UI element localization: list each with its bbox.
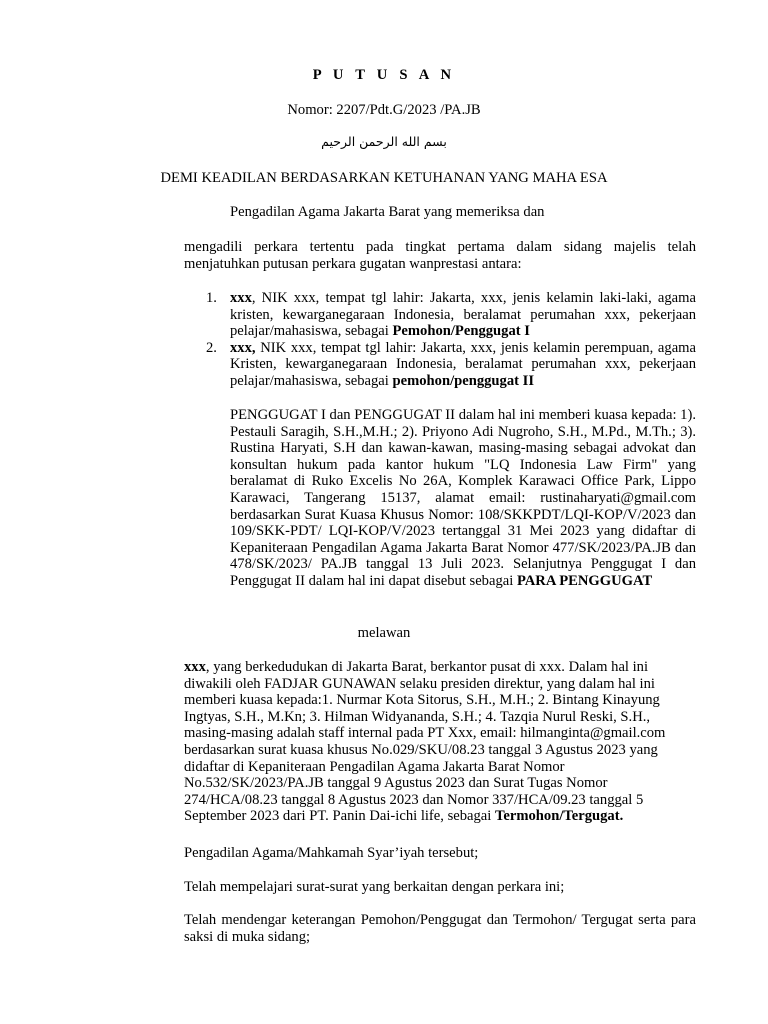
document-title: P U T U S A N [312, 67, 456, 83]
party-role: pemohon/penggugat II [392, 372, 535, 389]
intro-paragraph: Pengadilan Agama Jakarta Barat yang memeriksa dan [230, 204, 545, 220]
melawan-label: melawan [357, 625, 411, 641]
case-number: Nomor: 2207/Pdt.G/2023 /PA.JB [287, 102, 481, 118]
mengadili-paragraph: mengadili perkara tertentu pada tingkat pertama dalam sidang majelis telah menjatuhkan putusan perkara gugatan wanprestasi antara: [184, 239, 696, 272]
party-role: Pemohon/Penggugat I [392, 323, 530, 340]
termohon-role: Termohon/Tergugat. [494, 808, 624, 825]
kuasa-bold: PARA PENGGUGAT [516, 572, 653, 589]
justice-heading: DEMI KEADILAN BERDASARKAN KETUHANAN YANG MAHA ESA [160, 170, 608, 186]
termohon-details: , yang berkedudukan di Jakarta Barat, berkantor pusat di xxx. Dalam hal ini diwakili oleh FADJAR GUNAWAN selaku presiden direktur, yang dalam hal ini memberi kuasa kepada:1. Nurmar Kota Sitorus, S.H., M.H.; 2. Bintang Kinayung Ingtyas, S.H., M.Kn; 3. Hilman Widyananda, S.H.; 4. Tazqia Nurul Reski, S.H., masing-masing adalah staff internal pada PT Xxx, email: hilmanginta@gmail.com berdasarkan surat kuasa khusus No.029/SKU/08.23 tanggal 3 Agustus 2023 yang didaftar di Kepaniteraan Pengadilan Agama Jakarta Barat Nomor No.532/SK/2023/PA.JB tanggal 9 Agustus 2023 dan Surat Tugas Nomor 274/HCA/08.23 tanggal 8 Agustus 2023 dan Nomor 337/HCA/09.23 tanggal 5 September 2023 dari PT. Panin Dai-ichi life, sebagai [184, 659, 666, 825]
party-details: , NIK xxx, tempat tgl lahir: Jakarta, xxx, jenis kelamin laki-laki, agama kristen, kewarganegaraan Indonesia, beralamat perumahan xxx, pekerjaan pelajar/mahasiswa, sebagai [230, 290, 696, 340]
mendengar-paragraph: Telah mendengar keterangan Pemohon/Penggugat dan Termohon/ Tergugat serta para saksi di muka sidang; [184, 912, 696, 945]
party-name: xxx [230, 290, 252, 306]
party-details: NIK xxx, tempat tgl lahir: Jakarta, xxx, jenis kelamin perempuan, agama Kristen, kewarganegaraan Indonesia, beralamat perumahan xxx, pekerjaan pelajar/mahasiswa, sebagai [230, 339, 696, 389]
list-item [184, 340, 696, 390]
court-paragraph: Pengadilan Agama/Mahkamah Syar’iyah tersebut; [184, 845, 479, 861]
power-of-attorney-paragraph [230, 407, 696, 590]
list-number: 2. [206, 339, 217, 356]
termohon-name: xxx [184, 659, 206, 675]
party-name: xxx, [230, 339, 256, 356]
mempelajari-paragraph: Telah mempelajari surat-surat yang berkaitan dengan perkara ini; [184, 879, 565, 895]
termohon-paragraph [184, 659, 696, 825]
list-item [184, 290, 696, 340]
parties-list [184, 290, 696, 390]
list-number: 1. [206, 290, 217, 306]
kuasa-text: PENGGUGAT I dan PENGGUGAT II dalam hal ini memberi kuasa kepada: 1). Pestauli Saragih, S.H.,M.H.; 2). Priyono Adi Nugroho, S.H., M.Pd., M.Th.; 3). Rustina Haryati, S.H dan kawan-kawan, masing-masing sebagai advokat dan konsultan hukum pada kantor hukum "LQ Indonesia Law Firm" yang beralamat di Ruko Excelis No 26A, Komplek Karawaci Office Park, Lippo Karawaci, Tangerang 15137, alamat email: rustinaharyati@gmail.com berdasarkan Surat Kuasa Khusus Nomor: 108/SKKPDT/LQI-KOP/V/2023 dan 109/SKK-PDT/ LQI-KOP/V/2023 tertanggal 31 Mei 2023 yang didaftar di Kepaniteraan Pengadilan Agama Jakarta Barat Nomor 477/SK/2023/PA.JB dan 478/SK/2023/ PA.JB tanggal 13 Juli 2023. Selanjutnya Penggugat I dan Penggugat II dalam hal ini dapat disebut sebagai [230, 407, 696, 589]
basmalah: بسم الله الرحمن الرحيم [321, 134, 447, 149]
